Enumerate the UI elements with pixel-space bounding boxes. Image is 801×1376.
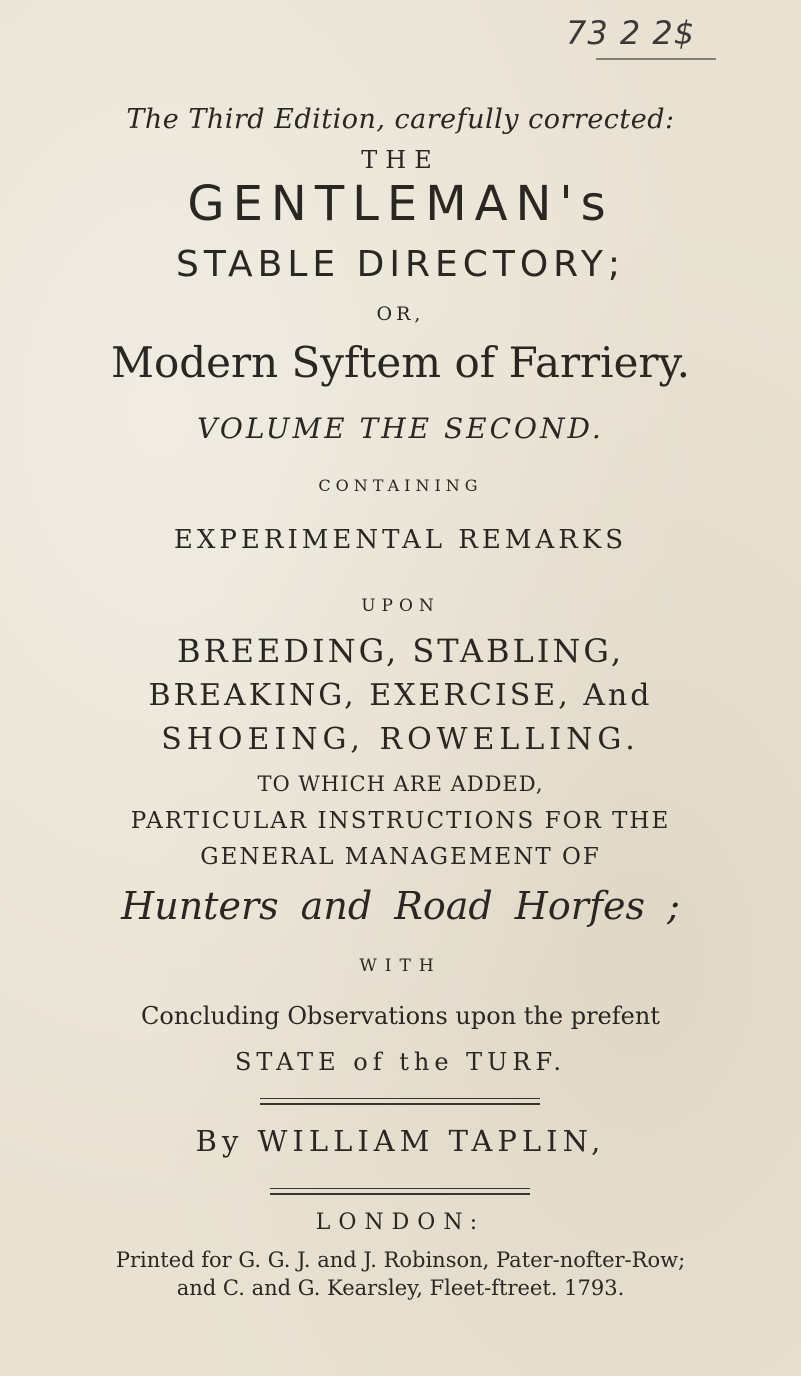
london-line xyxy=(0,1210,801,1235)
breaking-exercise-text: BREAKING, EXERCISE, And xyxy=(148,678,653,713)
author-line xyxy=(0,1124,801,1158)
instructions-text: PARTICULAR INSTRUCTIONS FOR THE xyxy=(130,808,671,834)
hunters-line xyxy=(0,884,801,928)
title-stable-directory: STABLE DIRECTORY; xyxy=(175,244,625,285)
upon-line xyxy=(0,596,801,616)
volume-line xyxy=(0,412,801,445)
shoeing-rowelling-text: SHOEING, ROWELLING. xyxy=(161,722,640,757)
edition-text: The Third Edition, carefully corrected: xyxy=(126,104,675,135)
london-text: LONDON: xyxy=(315,1210,486,1235)
hunters-text: Hunters and Road Horfes ; xyxy=(121,884,680,928)
edition-line xyxy=(0,104,801,135)
added-line xyxy=(0,772,801,796)
with-text: WITH xyxy=(359,956,442,976)
printed-text-2: and C. and G. Kearsley, Fleet-ftreet. 1793. xyxy=(176,1276,625,1300)
subtitle-modern-system: Modern Syftem of Farriery. xyxy=(111,338,690,387)
added-text: TO WHICH ARE ADDED, xyxy=(257,772,544,796)
or-text: OR, xyxy=(376,303,425,325)
state-line xyxy=(0,1048,801,1076)
containing-line xyxy=(0,476,801,495)
the-line xyxy=(0,146,801,174)
remarks-text: EXPERIMENTAL REMARKS xyxy=(173,525,628,555)
instructions-line xyxy=(0,808,801,834)
printed-text-1: Printed for G. G. J. and J. Robinson, Pater-nofter-Row; xyxy=(115,1248,686,1272)
state-text: STATE of the TURF. xyxy=(234,1048,567,1076)
management-text: GENERAL MANAGEMENT OF xyxy=(200,844,601,870)
shoeing-line xyxy=(0,722,801,757)
title-line-1 xyxy=(0,176,801,232)
breeding-stabling-text: BREEDING, STABLING, xyxy=(176,632,624,670)
rule-bottom xyxy=(270,1188,530,1195)
concluding-line xyxy=(0,1002,801,1030)
stamp-mark: 73 2 2$ xyxy=(566,14,696,52)
title-gentleman: GENTLEMAN's xyxy=(187,176,614,232)
printed-line-2 xyxy=(0,1276,801,1300)
volume-text: VOLUME THE SECOND. xyxy=(197,412,604,445)
author-text: By WILLIAM TAPLIN, xyxy=(195,1124,606,1158)
concluding-text: Concluding Observations upon the prefent xyxy=(141,1002,660,1030)
upon-text: UPON xyxy=(361,596,440,616)
breaking-line xyxy=(0,678,801,713)
the-text: THE xyxy=(361,146,440,174)
management-line xyxy=(0,844,801,870)
with-line xyxy=(0,956,801,976)
breeding-line xyxy=(0,632,801,670)
or-line xyxy=(0,303,801,325)
printed-line-1 xyxy=(0,1248,801,1272)
subtitle-line xyxy=(0,338,801,387)
title-line-2 xyxy=(0,244,801,285)
remarks-line xyxy=(0,525,801,555)
containing-text: CONTAINING xyxy=(318,476,483,495)
rule-top xyxy=(260,1098,540,1105)
stamp-underline xyxy=(596,58,716,60)
